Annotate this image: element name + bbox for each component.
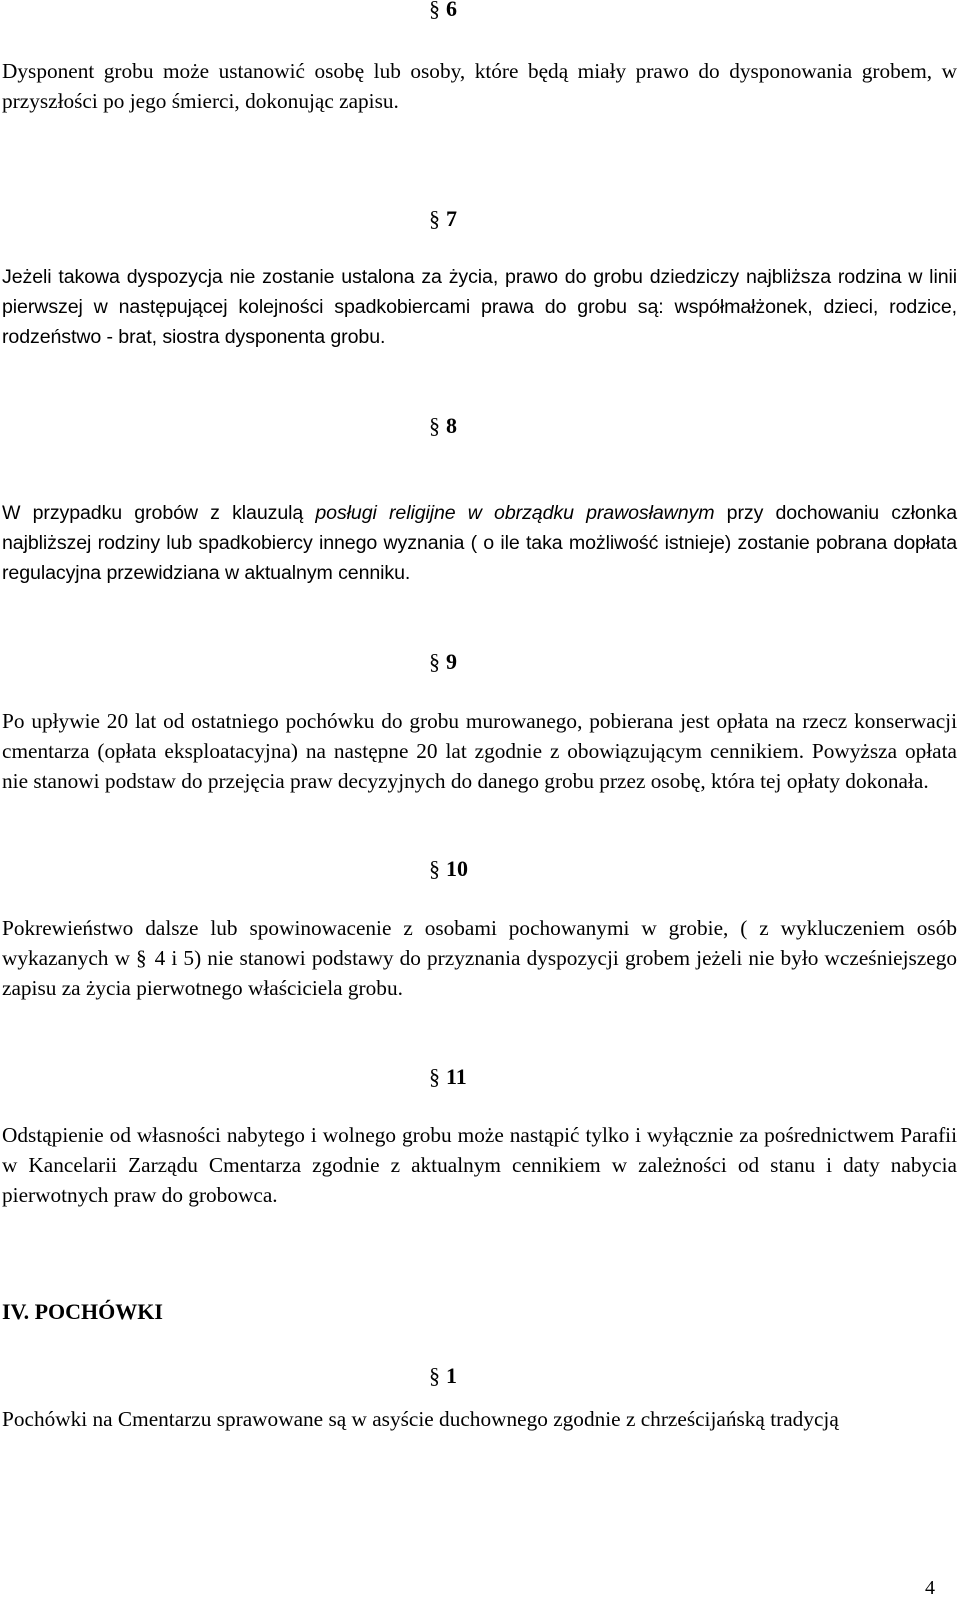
paragraph-9-heading xyxy=(429,649,457,675)
page-number: 4 xyxy=(925,1577,935,1599)
paragraph-11-text: Odstąpienie od własności nabytego i wolnego grobu może nastąpić tylko i wyłącznie za pośrednictwem Parafii w Kancelarii Zarządu Cmentarza zgodnie z aktualnym cennikiem w zależności od stanu i daty nabycia pierwotnych praw do grobowca. xyxy=(2,1123,957,1207)
paragraph-9-text: Po upływie 20 lat od ostatniego pochówku do grobu murowanego, pobierana jest opłata na rzecz konserwacji cmentarza (opłata eksploatacyjna) na następne 20 lat zgodnie z obowiązującym cennikiem. Powyższa opłata nie stanowi podstaw do przejęcia praw decyzyjnych do danego grobu przez osobę, która tej opłaty dokonała. xyxy=(2,709,957,793)
section-sign: § xyxy=(429,1064,440,1089)
section-sign: § xyxy=(429,649,440,674)
paragraph-number: 10 xyxy=(446,856,468,881)
section-sign: § xyxy=(429,206,440,231)
chapter-heading: IV. POCHÓWKI xyxy=(2,1299,163,1324)
paragraph-number: 1 xyxy=(446,1363,457,1388)
paragraph-8-text xyxy=(2,498,957,588)
section-sign: § xyxy=(429,1363,440,1388)
paragraph-8-text-end: przy dochowaniu członka najbliższej rodziny lub spadkobiercy innego wyznania ( o ile taka możliwość istnieje) zostanie pobrana dopłata regulacyjna przewidziana w aktualnym cenniku. xyxy=(2,502,957,584)
paragraph-8-clause: posługi religijne w obrządku prawosławnym xyxy=(315,502,715,524)
paragraph-8-text-start: W przypadku grobów z klauzulą xyxy=(2,502,316,524)
chapter-paragraph-1-text: Pochówki na Cmentarzu sprawowane są w asyście duchownego zgodnie z chrześcijańską tradycją xyxy=(2,1407,839,1431)
paragraph-8-heading xyxy=(429,413,457,439)
paragraph-number: 11 xyxy=(446,1064,467,1089)
paragraph-7-text: Jeżeli takowa dyspozycja nie zostanie ustalona za życia, prawo do grobu dziedziczy najbliższa rodzina w linii pierwszej w następującej kolejności spadkobiercami prawa do grobu są: współmałżonek, dzieci, rodzice, rodzeństwo - brat, siostra dysponenta grobu. xyxy=(2,266,957,348)
chapter-paragraph-1-heading xyxy=(429,1363,457,1389)
paragraph-number: 6 xyxy=(446,0,457,21)
paragraph-10-heading xyxy=(429,856,468,882)
paragraph-10-text-start: Pokrewieństwo dalsze lub spowinowacenie z osobami pochowanymi w grobie, ( z wykluczeniem osób wykazanych w xyxy=(2,916,957,970)
paragraph-number: 7 xyxy=(446,206,457,231)
paragraph-number: 8 xyxy=(446,413,457,438)
section-sign: § xyxy=(429,856,440,881)
section-sign: § xyxy=(429,413,440,438)
section-sign: § xyxy=(429,0,440,21)
paragraph-7-heading xyxy=(429,206,457,232)
paragraph-6-heading xyxy=(429,0,457,22)
paragraph-11-heading xyxy=(429,1064,467,1090)
paragraph-10-text xyxy=(2,913,957,1003)
inline-section-sign: § xyxy=(135,946,147,970)
paragraph-6-text: Dysponent grobu może ustanowić osobę lub osoby, które będą miały prawo do dysponowania grobem, w przyszłości po jego śmierci, dokonując zapisu. xyxy=(2,59,957,113)
paragraph-10-text-end: 4 i 5) nie stanowi podstawy do przyznania dyspozycji grobem jeżeli nie było wcześniejszego zapisu za życia pierwotnego właściciela grobu. xyxy=(2,946,957,1000)
paragraph-number: 9 xyxy=(446,649,457,674)
